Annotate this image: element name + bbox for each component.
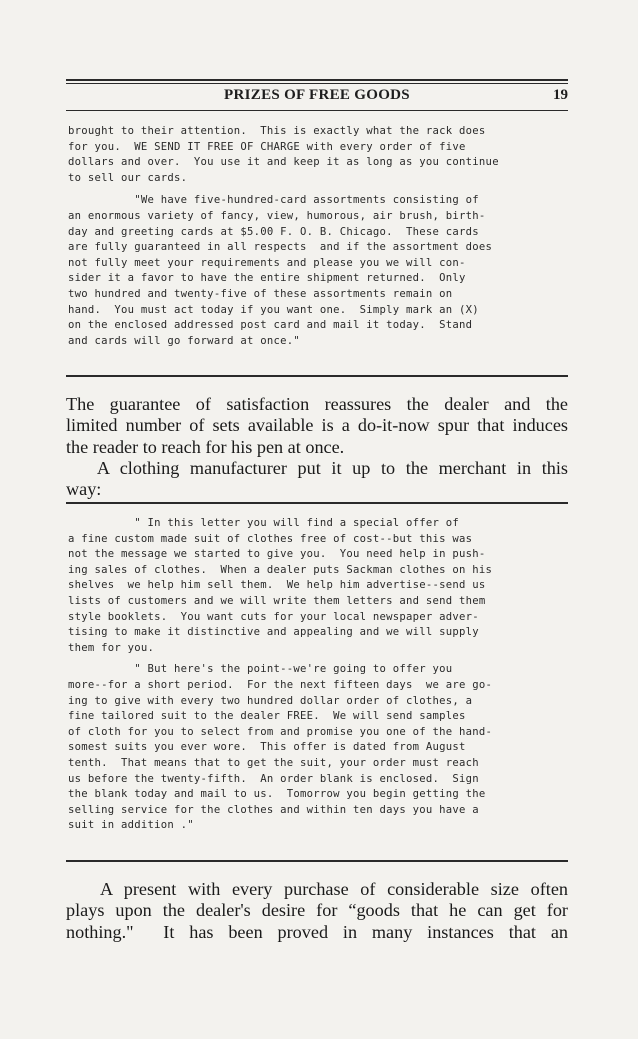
text-line: a fine custom made suit of clothes free of cost--but this was — [68, 532, 473, 545]
running-title: PRIZES OF FREE GOODS — [224, 87, 410, 103]
text-line: plays upon the dealer's desire for “goods that he can get for — [66, 900, 568, 921]
section-rule — [66, 502, 568, 504]
text-line: " In this letter you will find a special offer of — [68, 517, 460, 529]
text-line: of cloth for you to select from and promise you one of the hand- — [68, 725, 493, 738]
text-line: fine tailored suit to the dealer FREE. We will send samples — [68, 710, 466, 723]
text-line: "We have five-hundred-card assortments consisting of — [68, 194, 479, 207]
text-line: dollars and over. You use it and keep it as long as you continue — [68, 156, 499, 169]
text-line: The guarantee of satisfaction reassures the dealer and the — [66, 394, 568, 414]
top-rule — [66, 79, 568, 81]
text-line: the blank today and mail to us. Tomorrow you begin getting the — [68, 788, 486, 801]
text-line: way: — [66, 479, 102, 500]
text-line: selling service for the clothes and within ten days you have a — [68, 803, 479, 816]
header-rule — [66, 110, 568, 111]
text-line: brought to their attention. This is exactly what the rack does — [68, 125, 486, 137]
text-line: sider it a favor to have the entire shipment returned. Only — [68, 272, 466, 285]
text-line: us before the twenty-fifth. An order blank is enclosed. Sign — [68, 772, 479, 785]
running-header — [66, 86, 568, 106]
text-line: somest suits you ever wore. This offer is dated from August — [68, 741, 466, 754]
text-line: them for you. — [68, 641, 155, 654]
text-line: " But here's the point--we're going to offer you — [68, 663, 453, 676]
text-line: the reader to reach for his pen at once. — [66, 436, 345, 457]
body-paragraph-guarantee — [66, 394, 568, 500]
text-line: limited number of sets available is a do-it-now spur that induces — [66, 415, 568, 436]
text-line: two hundred and twenty-five of these assortments remain on — [68, 287, 453, 300]
text-line: not fully meet your requirements and please you we will con- — [68, 256, 466, 269]
text-line: are fully guaranteed in all respects and if the assortment does — [68, 241, 493, 254]
text-line: nothing." It has been proved in many instances that an — [66, 921, 568, 942]
text-line: not the message we started to give you. You need help in push- — [68, 548, 486, 561]
text-line: ing to give with every two hundred dollar order of clothes, a — [68, 694, 473, 707]
page-number: 19 — [553, 87, 568, 103]
text-line: tenth. That means that to get the suit, your order must reach — [68, 756, 479, 769]
section-rule — [66, 860, 568, 862]
text-line: suit in addition ." — [68, 819, 194, 832]
text-line: A present with every purchase of considerable size often — [66, 879, 568, 899]
text-line: on the enclosed addressed post card and mail it today. Stand — [68, 319, 473, 332]
text-line: to sell our cards. — [68, 171, 188, 184]
text-line: style booklets. You want cuts for your local newspaper adver- — [68, 610, 479, 623]
text-line: lists of customers and we will write them letters and send them — [68, 594, 486, 607]
text-line: shelves we help him sell them. We help him advertise--send us — [68, 579, 486, 592]
top-rule-thin — [66, 83, 568, 84]
text-line: and cards will go forward at once." — [68, 334, 300, 347]
text-line: day and greeting cards at $5.00 F. O. B. Chicago. These cards — [68, 225, 479, 238]
text-line: tising to make it distinctive and appealing and we will supply — [68, 626, 479, 639]
quoted-letter-cards — [68, 124, 568, 349]
text-line: for you. WE SEND IT FREE OF CHARGE with every order of five — [68, 140, 466, 153]
body-paragraph-present — [66, 879, 568, 943]
section-rule — [66, 375, 568, 377]
text-line: more--for a short period. For the next fifteen days we are go- — [68, 678, 493, 691]
text-line: A clothing manufacturer put it up to the merchant in this — [66, 457, 568, 478]
text-line: hand. You must act today if you want one. Simply mark an (X) — [68, 303, 479, 316]
text-line: ing sales of clothes. When a dealer puts Sackman clothes on his — [68, 563, 493, 576]
quoted-letter-clothing — [68, 516, 568, 834]
text-line: an enormous variety of fancy, view, humorous, air brush, birth- — [68, 209, 486, 222]
